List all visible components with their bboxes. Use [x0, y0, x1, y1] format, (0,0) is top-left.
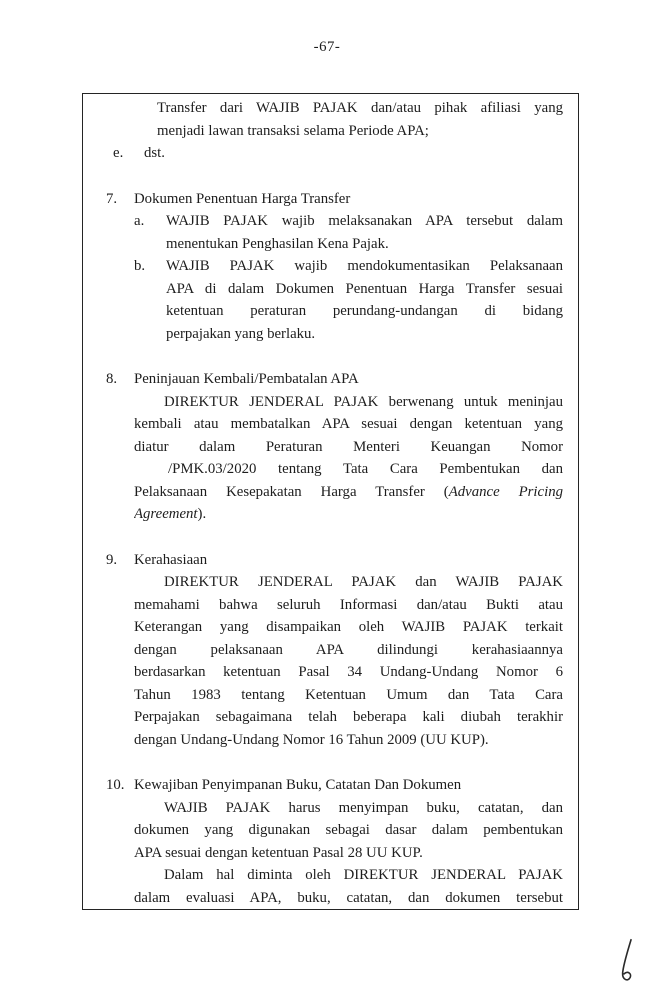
text-line [134, 797, 563, 820]
text-line [134, 684, 563, 707]
text-segment: Transfer dari WAJIB PAJAK dan/atau pihak afiliasi yang [157, 100, 563, 116]
text-line [134, 729, 563, 752]
section-title: Kerahasiaan [134, 551, 208, 568]
text-line [166, 255, 563, 278]
text-line [134, 639, 563, 662]
text-segment: Agreement [134, 506, 198, 522]
text-segment: ). [197, 506, 207, 522]
handwritten-mark [616, 938, 638, 984]
text-line [166, 233, 563, 256]
section-9 [106, 549, 563, 752]
text-line [134, 503, 563, 526]
sub-item-text [166, 210, 563, 255]
list-marker: b. [134, 258, 146, 274]
text-line [166, 323, 563, 346]
text-line [134, 887, 563, 910]
text-segment: Perpajakan sebagaimana telah beberapa kali diubah terakhir [134, 709, 563, 725]
text-segment: DIREKTUR JENDERAL PAJAK berwenang untuk meninjau [164, 393, 563, 410]
section-body [134, 571, 563, 751]
text-segment: WAJIB PAJAK wajib melaksanakan APA tersebut dalam [166, 213, 563, 229]
section-body [134, 797, 563, 910]
text-segment: dalam evaluasi APA, buku, catatan, dan dokumen tersebut [134, 889, 563, 906]
list-marker: a. [134, 213, 145, 229]
section-heading [106, 188, 563, 211]
sub-item-b [134, 255, 563, 345]
text-line [134, 661, 563, 684]
text-line [134, 436, 563, 459]
sub-item-text [166, 255, 563, 345]
section-8 [106, 368, 563, 526]
text-segment: menjadi lawan transaksi selama Periode APA; [157, 122, 429, 139]
section-heading [106, 368, 563, 391]
list-item-e [113, 142, 563, 165]
text-segment: WAJIB PAJAK harus menyimpan buku, catatan, dan [164, 799, 563, 816]
text-line [134, 864, 563, 887]
list-item-text: dst. [144, 145, 165, 161]
section-number: 7. [106, 190, 118, 207]
section-number: 8. [106, 371, 118, 387]
text-line [134, 594, 563, 617]
paragraph [134, 797, 563, 865]
text-line [134, 481, 563, 504]
text-line [166, 210, 563, 233]
text-segment: kembali atau membatalkan APA sesuai dengan ketentuan yang [134, 416, 563, 432]
text-line [134, 616, 563, 639]
paragraph [134, 571, 563, 751]
section-title: Peninjauan Kembali/Pembatalan APA [134, 371, 359, 387]
section-7 [106, 188, 563, 346]
section-number: 9. [106, 551, 118, 568]
text-segment: /PMK.03/2020 tentang Tata Cara Pembentukan dan [168, 461, 563, 477]
section-number: 10. [106, 777, 125, 793]
text-segment: Dalam hal diminta oleh DIREKTUR JENDERAL PAJAK [164, 867, 563, 883]
text-segment: WAJIB PAJAK wajib mendokumentasikan Pelaksanaan [166, 258, 563, 274]
text-line [166, 278, 563, 301]
text-segment: memahami bahwa seluruh Informasi dan/atau Bukti atau [134, 596, 563, 613]
section-heading [106, 774, 563, 797]
text-segment: berdasarkan ketentuan Pasal 34 Undang-Undang Nomor 6 [134, 664, 563, 680]
text-segment: APA di dalam Dokumen Penentuan Harga Transfer sesuai [166, 280, 563, 297]
text-segment: Pelaksanaan Kesepakatan Harga Transfer ( [134, 483, 449, 500]
text-segment: Advance Pricing [448, 483, 563, 500]
list-marker: e. [113, 145, 124, 161]
text-segment: APA sesuai dengan ketentuan Pasal 28 UU KUP. [134, 844, 423, 861]
sub-item-a [134, 210, 563, 255]
section-heading [106, 549, 563, 572]
text-segment: Tahun 1983 tentang Ketentuan Umum dan Tata Cara [134, 686, 563, 703]
text-line [134, 391, 563, 414]
text-line [157, 97, 563, 120]
section-body [134, 391, 563, 526]
content-box [82, 93, 579, 910]
text-line [134, 819, 563, 842]
text-line [157, 120, 563, 143]
section-title: Kewajiban Penyimpanan Buku, Catatan Dan Dokumen [134, 777, 462, 793]
text-segment: ketentuan peraturan perundang-undangan di bidang [166, 303, 563, 319]
text-line [134, 458, 563, 481]
text-line [134, 706, 563, 729]
continuation-text [157, 97, 563, 142]
section-10 [106, 774, 563, 909]
text-line [134, 571, 563, 594]
text-segment: Keterangan yang disampaikan oleh WAJIB PAJAK terkait [134, 619, 563, 635]
paragraph [134, 864, 563, 909]
paragraph [134, 391, 563, 526]
text-segment: diatur dalam Peraturan Menteri Keuangan Nomor [134, 438, 563, 455]
page-number: -67- [313, 39, 341, 55]
continuation-block [106, 97, 563, 165]
text-segment: perpajakan yang berlaku. [166, 325, 316, 342]
text-segment: menentukan Penghasilan Kena Pajak. [166, 235, 389, 252]
text-line [134, 413, 563, 436]
text-line [166, 300, 563, 323]
section-title: Dokumen Penentuan Harga Transfer [134, 190, 351, 207]
text-segment: DIREKTUR JENDERAL PAJAK dan WAJIB PAJAK [164, 574, 563, 590]
text-line [134, 842, 563, 865]
text-segment: dengan Undang-Undang Nomor 16 Tahun 2009 (UU KUP). [134, 731, 489, 748]
text-segment: dokumen yang digunakan sebagai dasar dalam pembentukan [134, 822, 563, 838]
section-body [134, 210, 563, 345]
text-segment: dengan pelaksanaan APA dilindungi kerahasiaannya [134, 641, 563, 658]
